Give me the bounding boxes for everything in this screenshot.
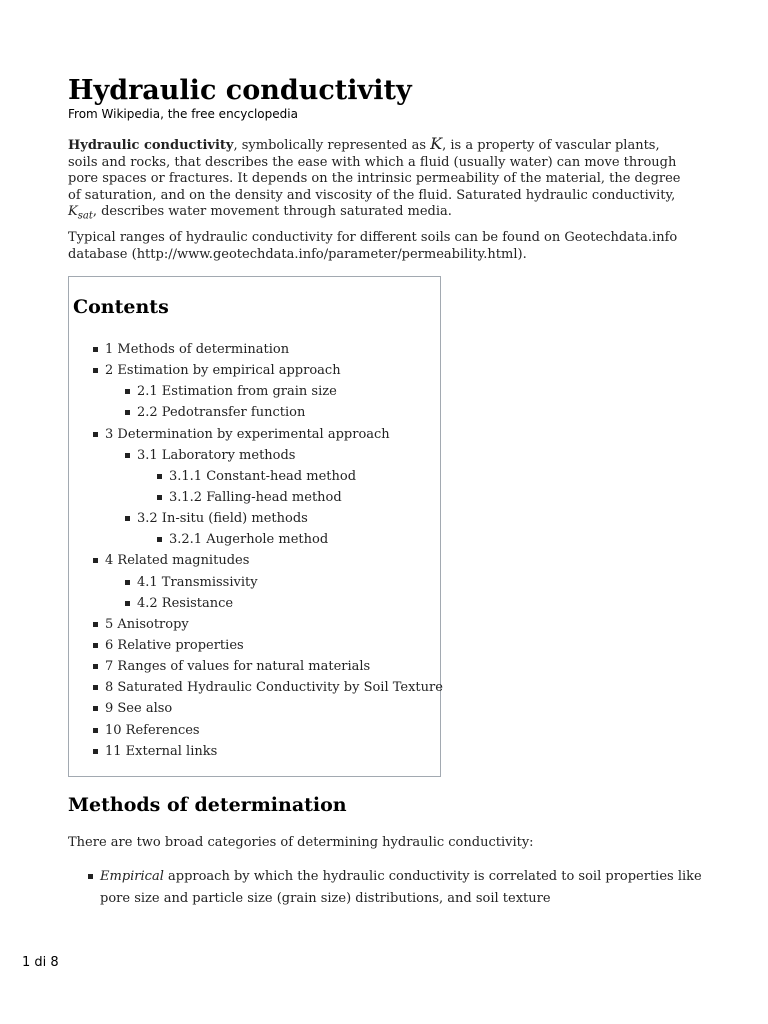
intro-bold-term: Hydraulic conductivity <box>68 138 234 153</box>
bullet-icon <box>125 389 130 394</box>
symbol-ksat <box>68 204 93 222</box>
bullet-icon <box>93 749 98 754</box>
bullet-icon <box>93 643 98 648</box>
toc-item-label[interactable]: 7 Ranges of values for natural materials <box>105 659 371 675</box>
toc-item-label[interactable]: 10 References <box>105 722 200 738</box>
toc-item[interactable] <box>69 741 440 762</box>
toc-item-label[interactable]: 4.1 Transmissivity <box>137 574 258 590</box>
bullet-icon <box>157 474 162 479</box>
toc-item[interactable] <box>69 445 440 466</box>
table-of-contents <box>68 276 441 777</box>
toc-item[interactable] <box>69 466 440 487</box>
symbol-k: K <box>430 134 443 153</box>
page-subtitle: From Wikipedia, the free encyclopedia <box>68 107 298 121</box>
toc-item-label[interactable]: 3.2 In-situ (field) methods <box>137 511 308 527</box>
bullet-icon <box>93 347 98 352</box>
bullet-icon <box>93 728 98 733</box>
toc-item-label[interactable]: 11 External links <box>105 743 218 759</box>
toc-item[interactable] <box>69 677 443 698</box>
symbol-ksat-base: K <box>68 204 78 219</box>
bullet-icon <box>93 706 98 711</box>
bullet-icon <box>125 516 130 521</box>
intro-paragraph <box>68 136 692 225</box>
toc-item[interactable] <box>69 360 440 381</box>
toc-item-label[interactable]: 1 Methods of determination <box>105 342 290 357</box>
toc-item-label[interactable]: 3.2.1 Augerhole method <box>169 532 329 548</box>
toc-item[interactable] <box>69 508 440 529</box>
toc-item[interactable] <box>69 550 440 571</box>
bullet-icon <box>125 580 130 585</box>
typical-ranges-paragraph: Typical ranges of hydraulic conductivity for different soils can be found on Geotechdata.info database (http://www.geotechdata.info/parameter/permeability.html). <box>68 230 678 262</box>
toc-item[interactable] <box>69 698 440 719</box>
intro-text-a: , symbolically represented as <box>233 138 431 153</box>
bullet-icon <box>88 874 93 879</box>
toc-item-label[interactable]: 4.2 Resistance <box>137 595 234 611</box>
bullet-icon <box>93 664 98 669</box>
toc-item[interactable] <box>69 593 440 614</box>
page-title: Hydraulic conductivity <box>68 75 412 106</box>
bullet-term: Empirical <box>100 869 164 884</box>
toc-item[interactable] <box>69 339 440 360</box>
toc-item-label[interactable]: 3 Determination by experimental approach <box>105 426 390 442</box>
toc-item-label[interactable]: 5 Anisotropy <box>105 616 189 632</box>
bullet-icon <box>93 368 98 373</box>
toc-item[interactable] <box>69 487 440 508</box>
bullet-icon <box>157 537 162 542</box>
toc-item[interactable] <box>69 529 440 550</box>
toc-item[interactable] <box>69 424 440 445</box>
bullet-icon <box>157 495 162 500</box>
section-intro: There are two broad categories of determining hydraulic conductivity: <box>68 835 534 850</box>
toc-title: Contents <box>73 296 169 318</box>
bullet-icon <box>93 685 98 690</box>
toc-item-label[interactable]: 3.1.1 Constant-head method <box>169 468 357 484</box>
bullet-icon <box>93 432 98 437</box>
toc-item-label[interactable]: 2 Estimation by empirical approach <box>105 363 341 379</box>
symbol-ksat-sub: sat <box>77 210 93 222</box>
list-item <box>68 866 708 910</box>
section-heading: Methods of determination <box>68 794 347 816</box>
toc-item[interactable] <box>69 402 440 423</box>
toc-item[interactable] <box>69 572 440 593</box>
toc-item[interactable] <box>69 381 440 402</box>
page-indicator: 1 di 8 <box>22 955 59 970</box>
toc-list <box>69 339 443 762</box>
toc-item-label[interactable]: 3.1.2 Falling-head method <box>169 489 342 505</box>
methods-list <box>68 866 708 910</box>
toc-item-label[interactable]: 9 See also <box>105 701 173 717</box>
toc-item-label[interactable]: 4 Related magnitudes <box>105 553 250 569</box>
bullet-text: approach by which the hydraulic conductivity is correlated to soil properties like pore size and particle size (grain size) distributions, and soil texture <box>100 869 702 906</box>
toc-item-label[interactable]: 3.1 Laboratory methods <box>137 447 296 463</box>
bullet-icon <box>93 558 98 563</box>
bullet-icon <box>125 410 130 415</box>
toc-item-label[interactable]: 6 Relative properties <box>105 637 244 653</box>
toc-item-label[interactable]: 2.1 Estimation from grain size <box>137 384 337 400</box>
toc-item[interactable] <box>69 656 440 677</box>
bullet-icon <box>125 601 130 606</box>
toc-item[interactable] <box>69 635 440 656</box>
toc-item-label[interactable]: 8 Saturated Hydraulic Conductivity by Soil Texture <box>105 680 443 696</box>
bullet-icon <box>125 453 130 458</box>
toc-item[interactable] <box>69 720 440 741</box>
bullet-icon <box>93 622 98 627</box>
toc-item[interactable] <box>69 614 440 635</box>
intro-text-b: , is a property of vascular plants, soils and rocks, that describes the ease with which a fluid (usually water) can move through pore spaces or fractures. It depends on the intrinsic permeability of the material, the degree of saturation, and on the density and viscosity of the fluid. Saturated hydraulic conductivity, <box>68 138 681 203</box>
toc-item-label[interactable]: 2.2 Pedotransfer function <box>137 405 306 421</box>
intro-text-c: , describes water movement through saturated media. <box>92 204 452 219</box>
